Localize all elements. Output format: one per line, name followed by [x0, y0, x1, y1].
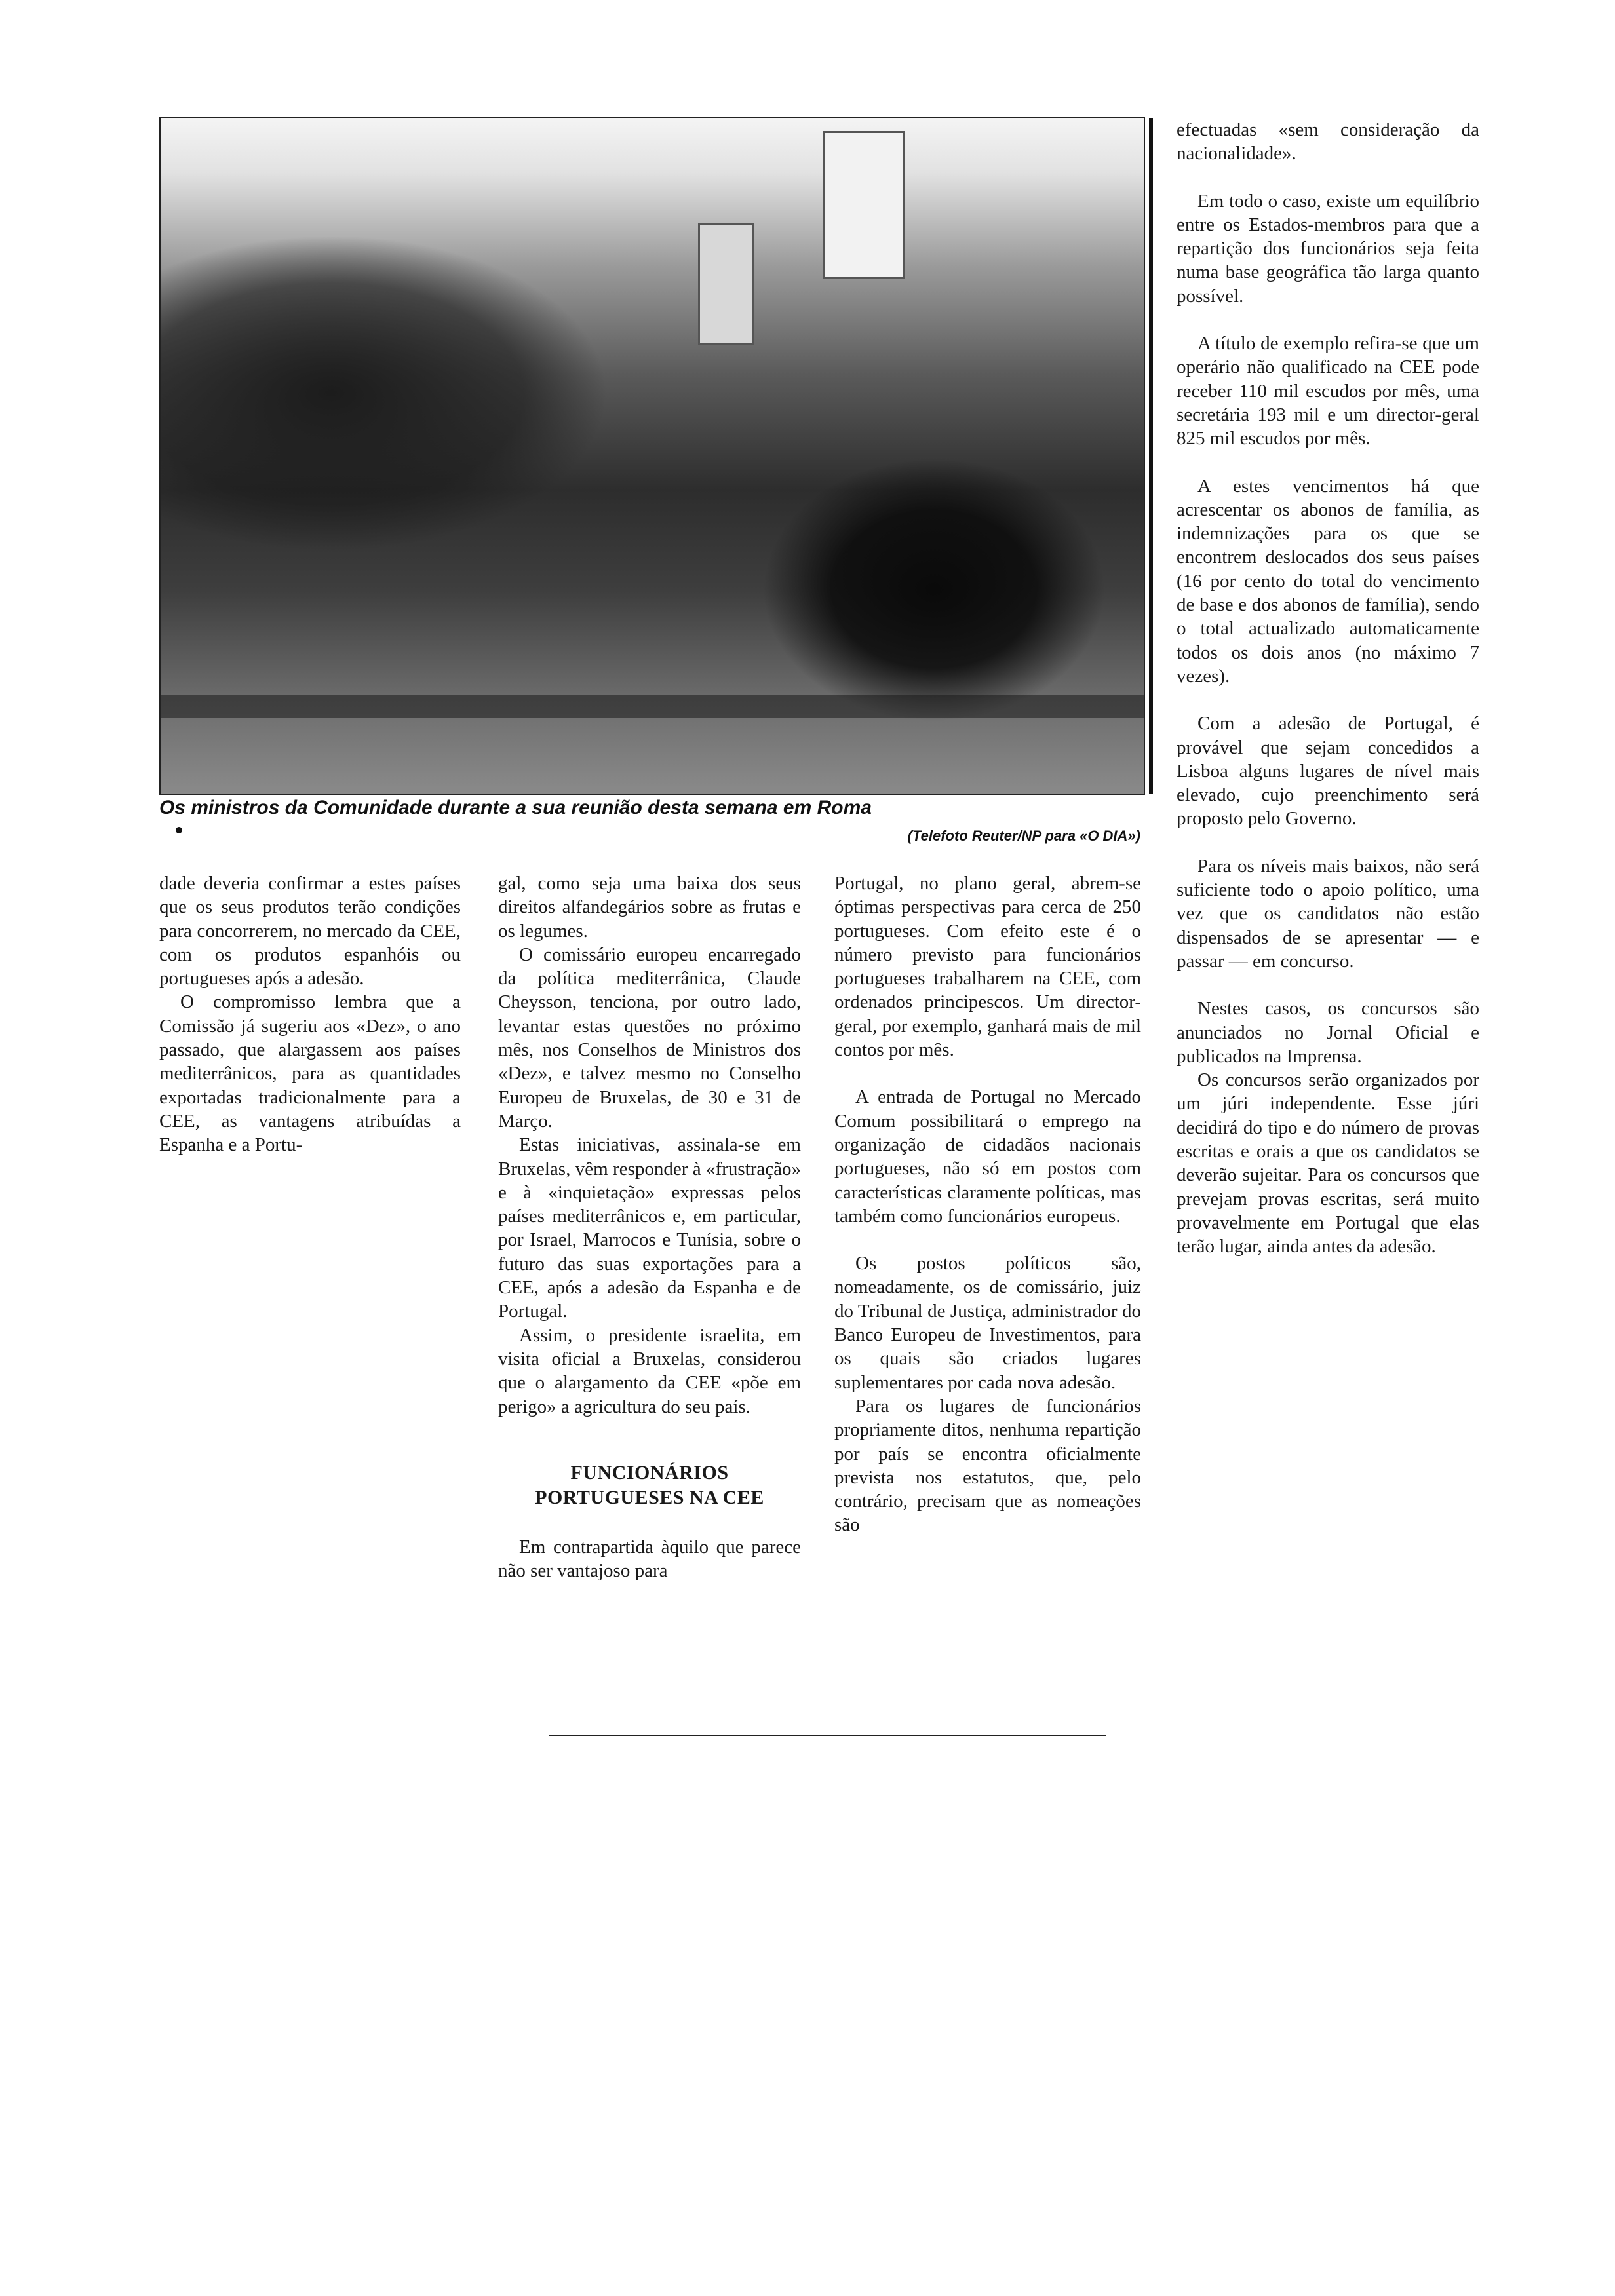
- article-column-1: [159, 871, 461, 1157]
- news-photo: [159, 117, 1145, 795]
- photo-credit: (Telefoto Reuter/NP para «O DIA»): [907, 828, 1140, 844]
- photo-window-detail: [823, 131, 905, 279]
- photo-table-edge: [161, 695, 1144, 718]
- bullet-mark: [176, 827, 182, 833]
- article-column-4: [1177, 118, 1479, 1258]
- photo-border-rim: [1149, 118, 1153, 794]
- section-heading: [498, 1461, 801, 1510]
- section-heading-line: PORTUGUESES NA CEE: [535, 1486, 764, 1508]
- photo-caption: Os ministros da Comunidade durante a sua reunião desta semana em Roma: [159, 797, 872, 818]
- paragraph: Nestes casos, os concursos são anunciados no Jornal Oficial e publicados na Imprensa.: [1177, 998, 1479, 1067]
- paragraph: Os postos políticos são, nomeadamente, os de comissário, juiz do Tribunal de Justiça, administrador do Banco Europeu de Investimentos, para os quais são criados lugares suplementares por cada nova adesão.: [834, 1253, 1141, 1393]
- section-heading-line: FUNCIONÁRIOS: [570, 1461, 729, 1483]
- paragraph: Estas iniciativas, assinala-se em Bruxelas, vêm responder à «frustração» e à «inquietação» expressas pelos países mediterrânicos e, em particular, por Israel, Marrocos e Tunísia, sobre o futuro das suas exportações para a CEE, após a adesão da Espanha e de Portugal.: [498, 1134, 801, 1322]
- paragraph: A entrada de Portugal no Mercado Comum possibilitará o emprego na organização de cidadãos nacionais portugueses, não só em postos com características claramente políticas, mas também como funcionários europeus.: [834, 1086, 1141, 1227]
- paragraph: Portugal, no plano geral, abrem-se óptimas perspectivas para cerca de 250 portugueses. Com efeito este é o número previsto para funcionários portugueses trabalharem na CEE, com ordenados principescos. Um director-geral, por exemplo, ganhará mais de mil contos por mês.: [834, 873, 1141, 1061]
- paragraph: gal, como seja uma baixa dos seus direitos alfandegários sobre as frutas e os legumes.: [498, 873, 801, 942]
- photo-window-detail: [698, 223, 754, 345]
- paragraph: A título de exemplo refira-se que um operário não qualificado na CEE pode receber 110 mil escudos por mês, uma secretária 193 mil e um director-geral 825 mil escudos por mês.: [1177, 333, 1479, 450]
- paragraph: Assim, o presidente israelita, em visita oficial a Bruxelas, considerou que o alargamento da CEE «põe em perigo» a agricultura do seu país.: [498, 1324, 801, 1417]
- paragraph: dade deveria confirmar a estes países que os seus produtos terão condições para concorrerem, no mercado da CEE, com os produtos espanhóis ou portugueses após a adesão.: [159, 873, 461, 989]
- paragraph: Com a adesão de Portugal, é provável que sejam concedidos a Lisboa alguns lugares de nível mais elevado, cujo preenchimento será proposto pelo Governo.: [1177, 713, 1479, 830]
- paragraph: O compromisso lembra que a Comissão já sugeriu aos «Dez», o ano passado, que alargassem aos países mediterrânicos, para as quantidades exportadas tradicionalmente para a CEE, as vantagens atribuídas a Espanha e a Portu-: [159, 991, 461, 1156]
- paragraph: Para os níveis mais baixos, não será suficiente todo o apoio político, uma vez que os candidatos não estão dispensados de se apresentar — e passar — em concurso.: [1177, 855, 1479, 972]
- paragraph: Os concursos serão organizados por um júri independente. Esse júri decidirá do tipo e do número de provas escritas e orais a que os candidatos se deverão sujeitar. Para os concursos que prevejam provas escritas, será muito provavelmente em Portugal que elas terão lugar, ainda antes da adesão.: [1177, 1069, 1479, 1257]
- paragraph: Para os lugares de funcionários propriamente ditos, nenhuma repartição por país se encontra oficialmente prevista nos estatutos, que, pelo contrário, precisam que as nomeações são: [834, 1395, 1141, 1536]
- paragraph: O comissário europeu encarregado da política mediterrânica, Claude Cheysson, tenciona, por outro lado, levantar estas questões no próximo mês, nos Conselhos de Ministros dos «Dez», e talvez mesmo no Conselho Europeu de Bruxelas, de 30 e 31 de Março.: [498, 944, 801, 1132]
- paragraph: efectuadas «sem consideração da nacionalidade».: [1177, 119, 1479, 164]
- article-column-3: [834, 871, 1141, 1537]
- bottom-rule: [549, 1735, 1106, 1736]
- article-column-2: [498, 871, 801, 1582]
- paragraph: Em todo o caso, existe um equilíbrio entre os Estados-membros para que a repartição dos funcionários seja feita numa base geográfica tão larga quanto possível.: [1177, 190, 1479, 307]
- paragraph: Em contrapartida àquilo que parece não ser vantajoso para: [498, 1536, 801, 1582]
- paragraph: A estes vencimentos há que acrescentar os abonos de família, as indemnizações para os que se encontrem deslocados dos seus países (16 por cento do total do vencimento de base e dos abonos de família), sendo o total actualizado automaticamente todos os dois anos (no máximo 7 vezes).: [1177, 475, 1479, 687]
